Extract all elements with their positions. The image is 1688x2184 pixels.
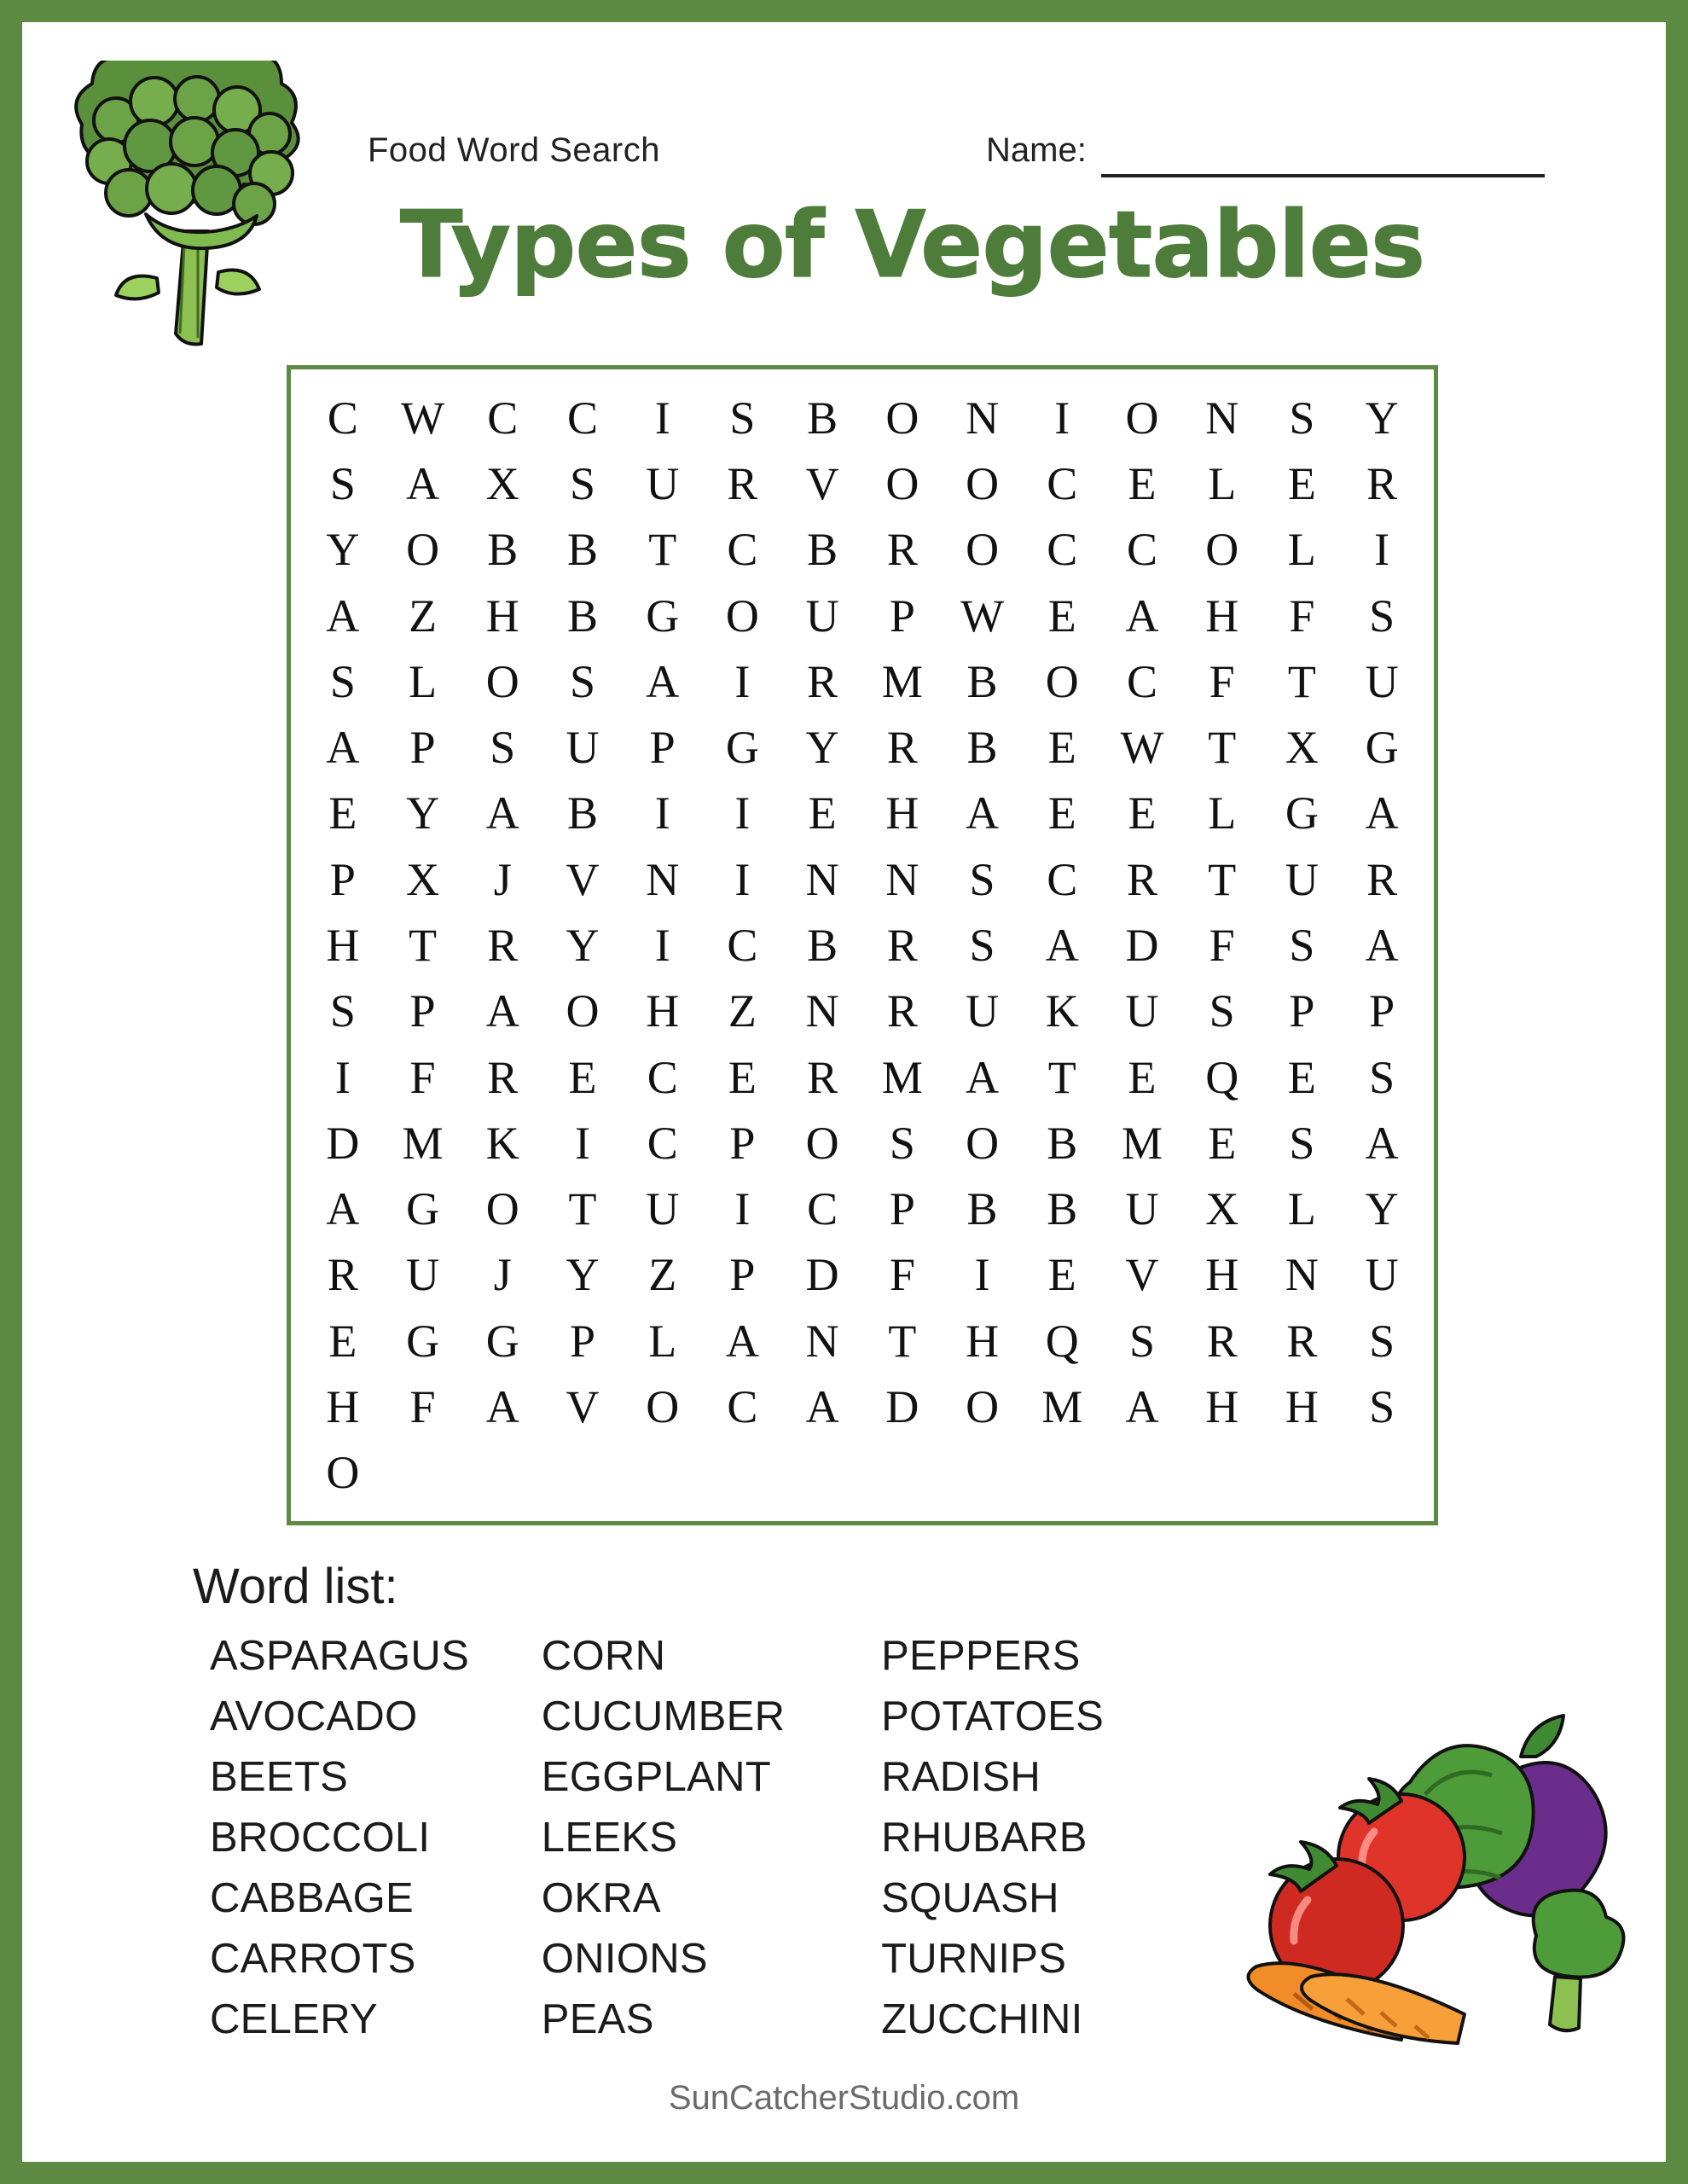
grid-cell[interactable]: Y <box>1365 1183 1399 1235</box>
grid-cell[interactable]: S <box>1289 392 1315 444</box>
word-list-item: CABBAGE <box>210 1875 415 1921</box>
grid-cell[interactable]: I <box>1054 392 1070 444</box>
grid-cell[interactable]: C <box>647 1051 678 1103</box>
worksheet-inner-border <box>22 22 1666 2162</box>
grid-cell[interactable]: E <box>1287 457 1316 509</box>
grid-cell[interactable]: R <box>807 1051 838 1103</box>
grid-cell[interactable]: A <box>805 1381 839 1433</box>
grid-cell[interactable]: L <box>1287 524 1316 576</box>
grid-cell[interactable]: S <box>329 457 356 509</box>
grid-cell[interactable]: S <box>1369 1315 1395 1367</box>
grid-cell[interactable]: C <box>1047 457 1078 509</box>
grid-cell[interactable]: O <box>885 392 919 444</box>
grid-cell[interactable]: S <box>969 919 995 971</box>
word-list-item: CARROTS <box>210 1936 416 1982</box>
grid-cell[interactable]: C <box>566 392 598 444</box>
grid-cell[interactable]: P <box>1369 985 1395 1037</box>
grid-cell[interactable]: D <box>1125 919 1159 971</box>
grid-cell[interactable]: R <box>1286 1315 1318 1367</box>
grid-cell[interactable]: U <box>646 1183 680 1235</box>
grid-cell[interactable]: G <box>725 722 759 774</box>
grid-cell[interactable]: E <box>1047 722 1076 774</box>
grid-cell[interactable]: E <box>1128 1051 1157 1103</box>
grid-cell[interactable]: B <box>966 722 998 774</box>
grid-cell[interactable]: O <box>406 524 440 576</box>
word-list-item: BEETS <box>210 1754 349 1800</box>
grid-cell[interactable]: O <box>805 1117 839 1169</box>
grid-cell[interactable]: X <box>406 853 440 905</box>
grid-cell[interactable]: S <box>1289 919 1315 971</box>
grid-cell[interactable]: N <box>805 853 839 905</box>
grid-cell[interactable]: S <box>1369 590 1395 642</box>
grid-cell[interactable]: L <box>409 655 438 707</box>
grid-cell[interactable]: A <box>646 655 680 707</box>
grid-cell[interactable]: M <box>1121 1117 1163 1169</box>
grid-cell[interactable]: A <box>406 457 440 509</box>
grid-cell[interactable]: S <box>1369 1381 1395 1433</box>
grid-cell[interactable]: B <box>1047 1117 1078 1169</box>
grid-cell[interactable]: I <box>734 853 751 905</box>
grid-cell[interactable]: C <box>1047 853 1078 905</box>
grid-cell[interactable]: O <box>566 985 600 1037</box>
grid-cell[interactable]: V <box>566 853 600 905</box>
grid-cell[interactable]: I <box>654 787 670 839</box>
grid-cell[interactable]: R <box>886 919 918 971</box>
vegetable-cluster-icon <box>1154 1654 1632 2055</box>
grid-cell[interactable]: U <box>566 722 600 774</box>
word-list-item: POTATOES <box>881 1693 1105 1740</box>
worksheet-subtitle: Food Word Search <box>368 131 660 169</box>
grid-cell[interactable]: Q <box>1045 1315 1079 1367</box>
word-list-item: OKRA <box>541 1875 661 1921</box>
grid-cell[interactable]: P <box>329 853 356 905</box>
grid-cell[interactable]: N <box>805 985 839 1037</box>
grid-cell[interactable]: I <box>734 787 751 839</box>
grid-cell[interactable]: G <box>485 1315 519 1367</box>
grid-cell[interactable]: O <box>485 1183 519 1235</box>
grid-cell[interactable]: U <box>1285 853 1319 905</box>
grid-cell[interactable]: P <box>729 1249 756 1301</box>
grid-cell[interactable]: B <box>966 1183 998 1235</box>
word-list-item: CORN <box>541 1633 666 1679</box>
grid-cell[interactable]: B <box>566 590 598 642</box>
word-list-item: RHUBARB <box>881 1815 1088 1861</box>
grid-cell[interactable]: V <box>805 457 839 509</box>
grid-cell[interactable]: G <box>406 1315 440 1367</box>
grid-cell[interactable]: C <box>1047 524 1078 576</box>
grid-cell[interactable]: U <box>1365 655 1399 707</box>
grid-cell[interactable]: Y <box>566 919 600 971</box>
grid-cell[interactable]: M <box>881 655 923 707</box>
grid-cell[interactable]: U <box>1125 985 1159 1037</box>
grid-cell[interactable]: B <box>566 787 598 839</box>
grid-cell[interactable]: T <box>1287 655 1316 707</box>
word-list-item: ZUCCHINI <box>881 1996 1083 2042</box>
word-list-item: PEPPERS <box>881 1633 1081 1679</box>
grid-cell[interactable]: C <box>327 392 358 444</box>
grid-cell[interactable]: G <box>406 1183 440 1235</box>
grid-cell[interactable]: N <box>805 1315 839 1367</box>
grid-cell[interactable]: E <box>328 1315 357 1367</box>
grid-cell[interactable]: A <box>485 787 519 839</box>
grid-cell[interactable]: W <box>1120 722 1164 774</box>
worksheet-header <box>31 31 1657 363</box>
grid-cell[interactable]: S <box>329 985 356 1037</box>
grid-cell[interactable]: J <box>493 1249 512 1301</box>
grid-cell[interactable]: R <box>1366 457 1398 509</box>
grid-cell[interactable]: O <box>966 457 1000 509</box>
grid-cell[interactable]: H <box>485 590 519 642</box>
grid-cell[interactable]: T <box>1208 853 1237 905</box>
word-list-item: RADISH <box>881 1754 1041 1800</box>
word-list-item: TURNIPS <box>881 1936 1067 1982</box>
grid-cell[interactable]: L <box>1287 1183 1316 1235</box>
grid-cell[interactable]: I <box>734 1183 751 1235</box>
grid-cell[interactable]: S <box>1289 1117 1315 1169</box>
grid-cell[interactable]: A <box>326 590 360 642</box>
word-list-item: ASPARAGUS <box>210 1633 470 1679</box>
grid-cell[interactable]: X <box>1205 1183 1239 1235</box>
grid-cell[interactable]: Y <box>805 722 839 774</box>
grid-cell[interactable]: N <box>966 392 1000 444</box>
grid-cell[interactable]: U <box>1125 1183 1159 1235</box>
grid-cell[interactable]: H <box>646 985 680 1037</box>
grid-cell[interactable]: K <box>1045 985 1079 1037</box>
grid-cell[interactable]: C <box>727 524 758 576</box>
word-list-item: AVOCADO <box>210 1693 418 1740</box>
word-search-grid[interactable] <box>287 365 1438 1525</box>
grid-cell[interactable]: H <box>326 919 360 971</box>
grid-cell[interactable]: R <box>487 919 519 971</box>
grid-cell[interactable]: R <box>1206 1315 1238 1367</box>
grid-cell[interactable]: A <box>485 985 519 1037</box>
grid-cell[interactable]: T <box>568 1183 597 1235</box>
grid-cell[interactable]: Z <box>728 985 757 1037</box>
grid-cell[interactable]: W <box>960 590 1005 642</box>
word-list-item: CELERY <box>210 1996 378 2042</box>
grid-cell[interactable]: S <box>1209 985 1235 1037</box>
grid-cell[interactable]: D <box>885 1381 919 1433</box>
grid-cell[interactable]: I <box>654 392 670 444</box>
grid-cell[interactable]: C <box>727 919 758 971</box>
grid-cell[interactable]: R <box>886 722 918 774</box>
grid-cell[interactable]: C <box>807 1183 838 1235</box>
grid-cell[interactable]: S <box>1128 1315 1156 1367</box>
grid-cell[interactable]: O <box>966 1381 1000 1433</box>
grid-cell[interactable]: S <box>969 853 995 905</box>
grid-cell[interactable]: C <box>487 392 519 444</box>
grid-cell[interactable]: N <box>885 853 919 905</box>
grid-cell[interactable]: D <box>805 1249 839 1301</box>
grid-cell[interactable]: U <box>805 590 839 642</box>
grid-cell[interactable]: S <box>569 655 596 707</box>
grid-cell[interactable]: N <box>1285 1249 1319 1301</box>
grid-cell[interactable]: A <box>485 1381 519 1433</box>
grid-cell[interactable]: U <box>966 985 1000 1037</box>
grid-cell[interactable]: U <box>406 1249 440 1301</box>
grid-cell[interactable]: E <box>1128 787 1157 839</box>
grid-cell[interactable]: S <box>329 655 356 707</box>
grid-cell[interactable]: E <box>728 1051 757 1103</box>
grid-cell[interactable]: O <box>1125 392 1159 444</box>
grid-cell[interactable]: S <box>889 1117 915 1169</box>
grid-cell[interactable]: P <box>569 1315 596 1367</box>
word-list <box>210 1626 1148 2050</box>
grid-cell[interactable]: A <box>326 1183 360 1235</box>
grid-cell[interactable]: F <box>409 1051 436 1103</box>
grid-cell[interactable]: L <box>1208 787 1237 839</box>
grid-cell[interactable]: A <box>966 787 1000 839</box>
grid-cell[interactable]: C <box>1126 655 1157 707</box>
grid-cell[interactable]: A <box>725 1315 759 1367</box>
word-list-item: PEAS <box>541 1996 654 2042</box>
grid-cell[interactable]: G <box>646 590 680 642</box>
grid-cell[interactable]: A <box>1365 787 1399 839</box>
grid-cell[interactable]: A <box>966 1051 1000 1103</box>
grid-cell[interactable]: O <box>966 1117 1000 1169</box>
grid-cell[interactable]: P <box>889 590 915 642</box>
name-input-line[interactable] <box>1101 174 1545 177</box>
grid-cell[interactable]: D <box>326 1117 360 1169</box>
grid-cell[interactable]: B <box>807 524 838 576</box>
grid-cell[interactable]: M <box>881 1051 923 1103</box>
grid-cell[interactable]: A <box>1045 919 1079 971</box>
grid-cell[interactable]: C <box>647 1117 678 1169</box>
grid-cell[interactable]: X <box>485 457 519 509</box>
grid-cell[interactable]: Y <box>326 524 360 576</box>
grid-cell[interactable]: Y <box>566 1249 600 1301</box>
grid-cell[interactable]: G <box>1285 787 1319 839</box>
word-list-heading: Word list: <box>193 1559 398 1614</box>
grid-cell[interactable]: H <box>966 1315 1000 1367</box>
grid-cell[interactable]: N <box>1205 392 1239 444</box>
grid-cell[interactable]: Z <box>409 590 438 642</box>
grid-cell[interactable]: E <box>1208 1117 1237 1169</box>
word-list-column-2 <box>542 1626 881 2050</box>
grid-cell[interactable]: F <box>1289 590 1315 642</box>
word-list-item: LEEKS <box>541 1815 678 1861</box>
grid-cell[interactable]: S <box>1369 1051 1395 1103</box>
grid-cell[interactable]: B <box>966 655 998 707</box>
grid-cell[interactable]: O <box>1045 655 1079 707</box>
grid-cell[interactable]: T <box>1208 722 1237 774</box>
grid-cell[interactable]: R <box>727 457 758 509</box>
grid-cell[interactable]: B <box>807 919 838 971</box>
grid-cell[interactable]: O <box>326 1447 360 1499</box>
grid-cell[interactable]: M <box>1041 1381 1083 1433</box>
grid-cell[interactable]: A <box>1365 1117 1399 1169</box>
grid-cell[interactable]: Q <box>1205 1051 1239 1103</box>
grid-cell[interactable]: P <box>409 985 436 1037</box>
word-list-item: BROCCOLI <box>210 1815 431 1861</box>
grid-cell[interactable]: H <box>1285 1381 1319 1433</box>
grid-cell[interactable]: L <box>648 1315 677 1367</box>
grid-cell[interactable]: T <box>888 1315 917 1367</box>
grid-cell[interactable]: B <box>807 392 838 444</box>
grid-cell[interactable]: Y <box>1365 392 1399 444</box>
grid-cell[interactable]: F <box>409 1381 436 1433</box>
grid-cell[interactable]: H <box>1205 1381 1239 1433</box>
grid-cell[interactable]: L <box>1208 457 1237 509</box>
grid-cell[interactable]: B <box>1047 1183 1078 1235</box>
grid-cell[interactable]: C <box>1126 524 1157 576</box>
grid-cell[interactable]: P <box>889 1183 915 1235</box>
footer-credit: SunCatcherStudio.com <box>668 2079 1020 2117</box>
grid-cell[interactable]: F <box>1209 655 1235 707</box>
grid-cell[interactable]: T <box>1047 1051 1076 1103</box>
grid-cell[interactable]: E <box>1287 1051 1316 1103</box>
grid-cell[interactable]: S <box>569 457 596 509</box>
grid-cell[interactable]: B <box>487 524 519 576</box>
grid-cell[interactable]: F <box>889 1249 915 1301</box>
grid-cell[interactable]: H <box>326 1381 360 1433</box>
grid-cell[interactable]: I <box>575 1117 590 1169</box>
grid-cell[interactable]: R <box>1366 853 1398 905</box>
grid-cell[interactable]: M <box>402 1117 444 1169</box>
grid-cell[interactable]: I <box>734 655 751 707</box>
word-list-item: ONIONS <box>541 1936 708 1982</box>
grid-cell[interactable]: U <box>646 457 680 509</box>
word-list-item: CUCUMBER <box>541 1693 786 1740</box>
grid-cell[interactable]: E <box>1047 590 1076 642</box>
grid-cell[interactable]: Y <box>406 787 440 839</box>
grid-cell[interactable]: G <box>1365 722 1399 774</box>
grid-cell[interactable]: E <box>328 787 357 839</box>
grid-cell[interactable]: O <box>485 655 519 707</box>
grid-cell[interactable]: W <box>401 392 445 444</box>
grid-cell[interactable]: A <box>1125 590 1159 642</box>
grid-cell[interactable]: C <box>727 1381 758 1433</box>
grid-cell[interactable]: O <box>966 524 1000 576</box>
page-title: Types of Vegetables <box>399 192 1425 299</box>
grid-cell[interactable]: T <box>409 919 438 971</box>
grid-cell[interactable]: I <box>654 919 670 971</box>
word-list-item: SQUASH <box>881 1875 1059 1921</box>
grid-cell[interactable]: V <box>566 1381 600 1433</box>
grid-cell[interactable]: S <box>490 722 516 774</box>
grid-cell[interactable]: X <box>1285 722 1319 774</box>
grid-cell[interactable]: N <box>646 853 680 905</box>
grid-cell[interactable]: O <box>725 590 759 642</box>
grid-cell[interactable]: H <box>885 787 919 839</box>
grid-cell[interactable]: U <box>1365 1249 1399 1301</box>
grid-cell[interactable]: H <box>1205 590 1239 642</box>
name-label: Name: <box>986 131 1087 169</box>
grid-cell[interactable]: E <box>568 1051 597 1103</box>
grid-cell[interactable]: H <box>1205 1249 1239 1301</box>
word-list-column-1 <box>210 1626 542 2050</box>
grid-cell[interactable]: R <box>886 985 918 1037</box>
grid-cell[interactable]: R <box>327 1249 358 1301</box>
grid-cell[interactable]: R <box>1126 853 1157 905</box>
grid-cell[interactable]: T <box>648 524 677 576</box>
grid-cell[interactable]: S <box>729 392 756 444</box>
grid-cell[interactable]: P <box>729 1117 756 1169</box>
grid-cell[interactable]: F <box>1209 919 1235 971</box>
grid-cell[interactable]: R <box>487 1051 519 1103</box>
grid-cell[interactable]: K <box>485 1117 519 1169</box>
grid-cell[interactable]: Z <box>648 1249 677 1301</box>
grid-cell[interactable]: P <box>1289 985 1315 1037</box>
grid-cell[interactable]: A <box>1365 919 1399 971</box>
grid-cell[interactable]: A <box>1125 1381 1159 1433</box>
grid-cell[interactable]: O <box>646 1381 680 1433</box>
grid-cell[interactable]: J <box>493 853 512 905</box>
grid-cell[interactable]: E <box>1128 457 1157 509</box>
grid-cell[interactable]: I <box>974 1249 990 1301</box>
grid-cell[interactable]: E <box>1047 787 1076 839</box>
grid-cell[interactable]: E <box>808 787 837 839</box>
grid-cell[interactable]: A <box>326 722 360 774</box>
grid-cell[interactable]: V <box>1125 1249 1159 1301</box>
grid-cell[interactable]: I <box>1374 524 1390 576</box>
grid-cell[interactable]: P <box>649 722 676 774</box>
grid-cell[interactable]: B <box>566 524 598 576</box>
grid-cell[interactable]: R <box>886 524 918 576</box>
grid-cell[interactable]: O <box>885 457 919 509</box>
grid-cell[interactable]: E <box>1047 1249 1076 1301</box>
grid-cell[interactable]: I <box>334 1051 351 1103</box>
grid-cell[interactable]: R <box>807 655 838 707</box>
grid-cell[interactable]: P <box>409 722 436 774</box>
word-list-column-3 <box>881 1626 1148 2050</box>
word-list-item: EGGPLANT <box>541 1754 772 1800</box>
grid-cell[interactable]: O <box>1205 524 1239 576</box>
